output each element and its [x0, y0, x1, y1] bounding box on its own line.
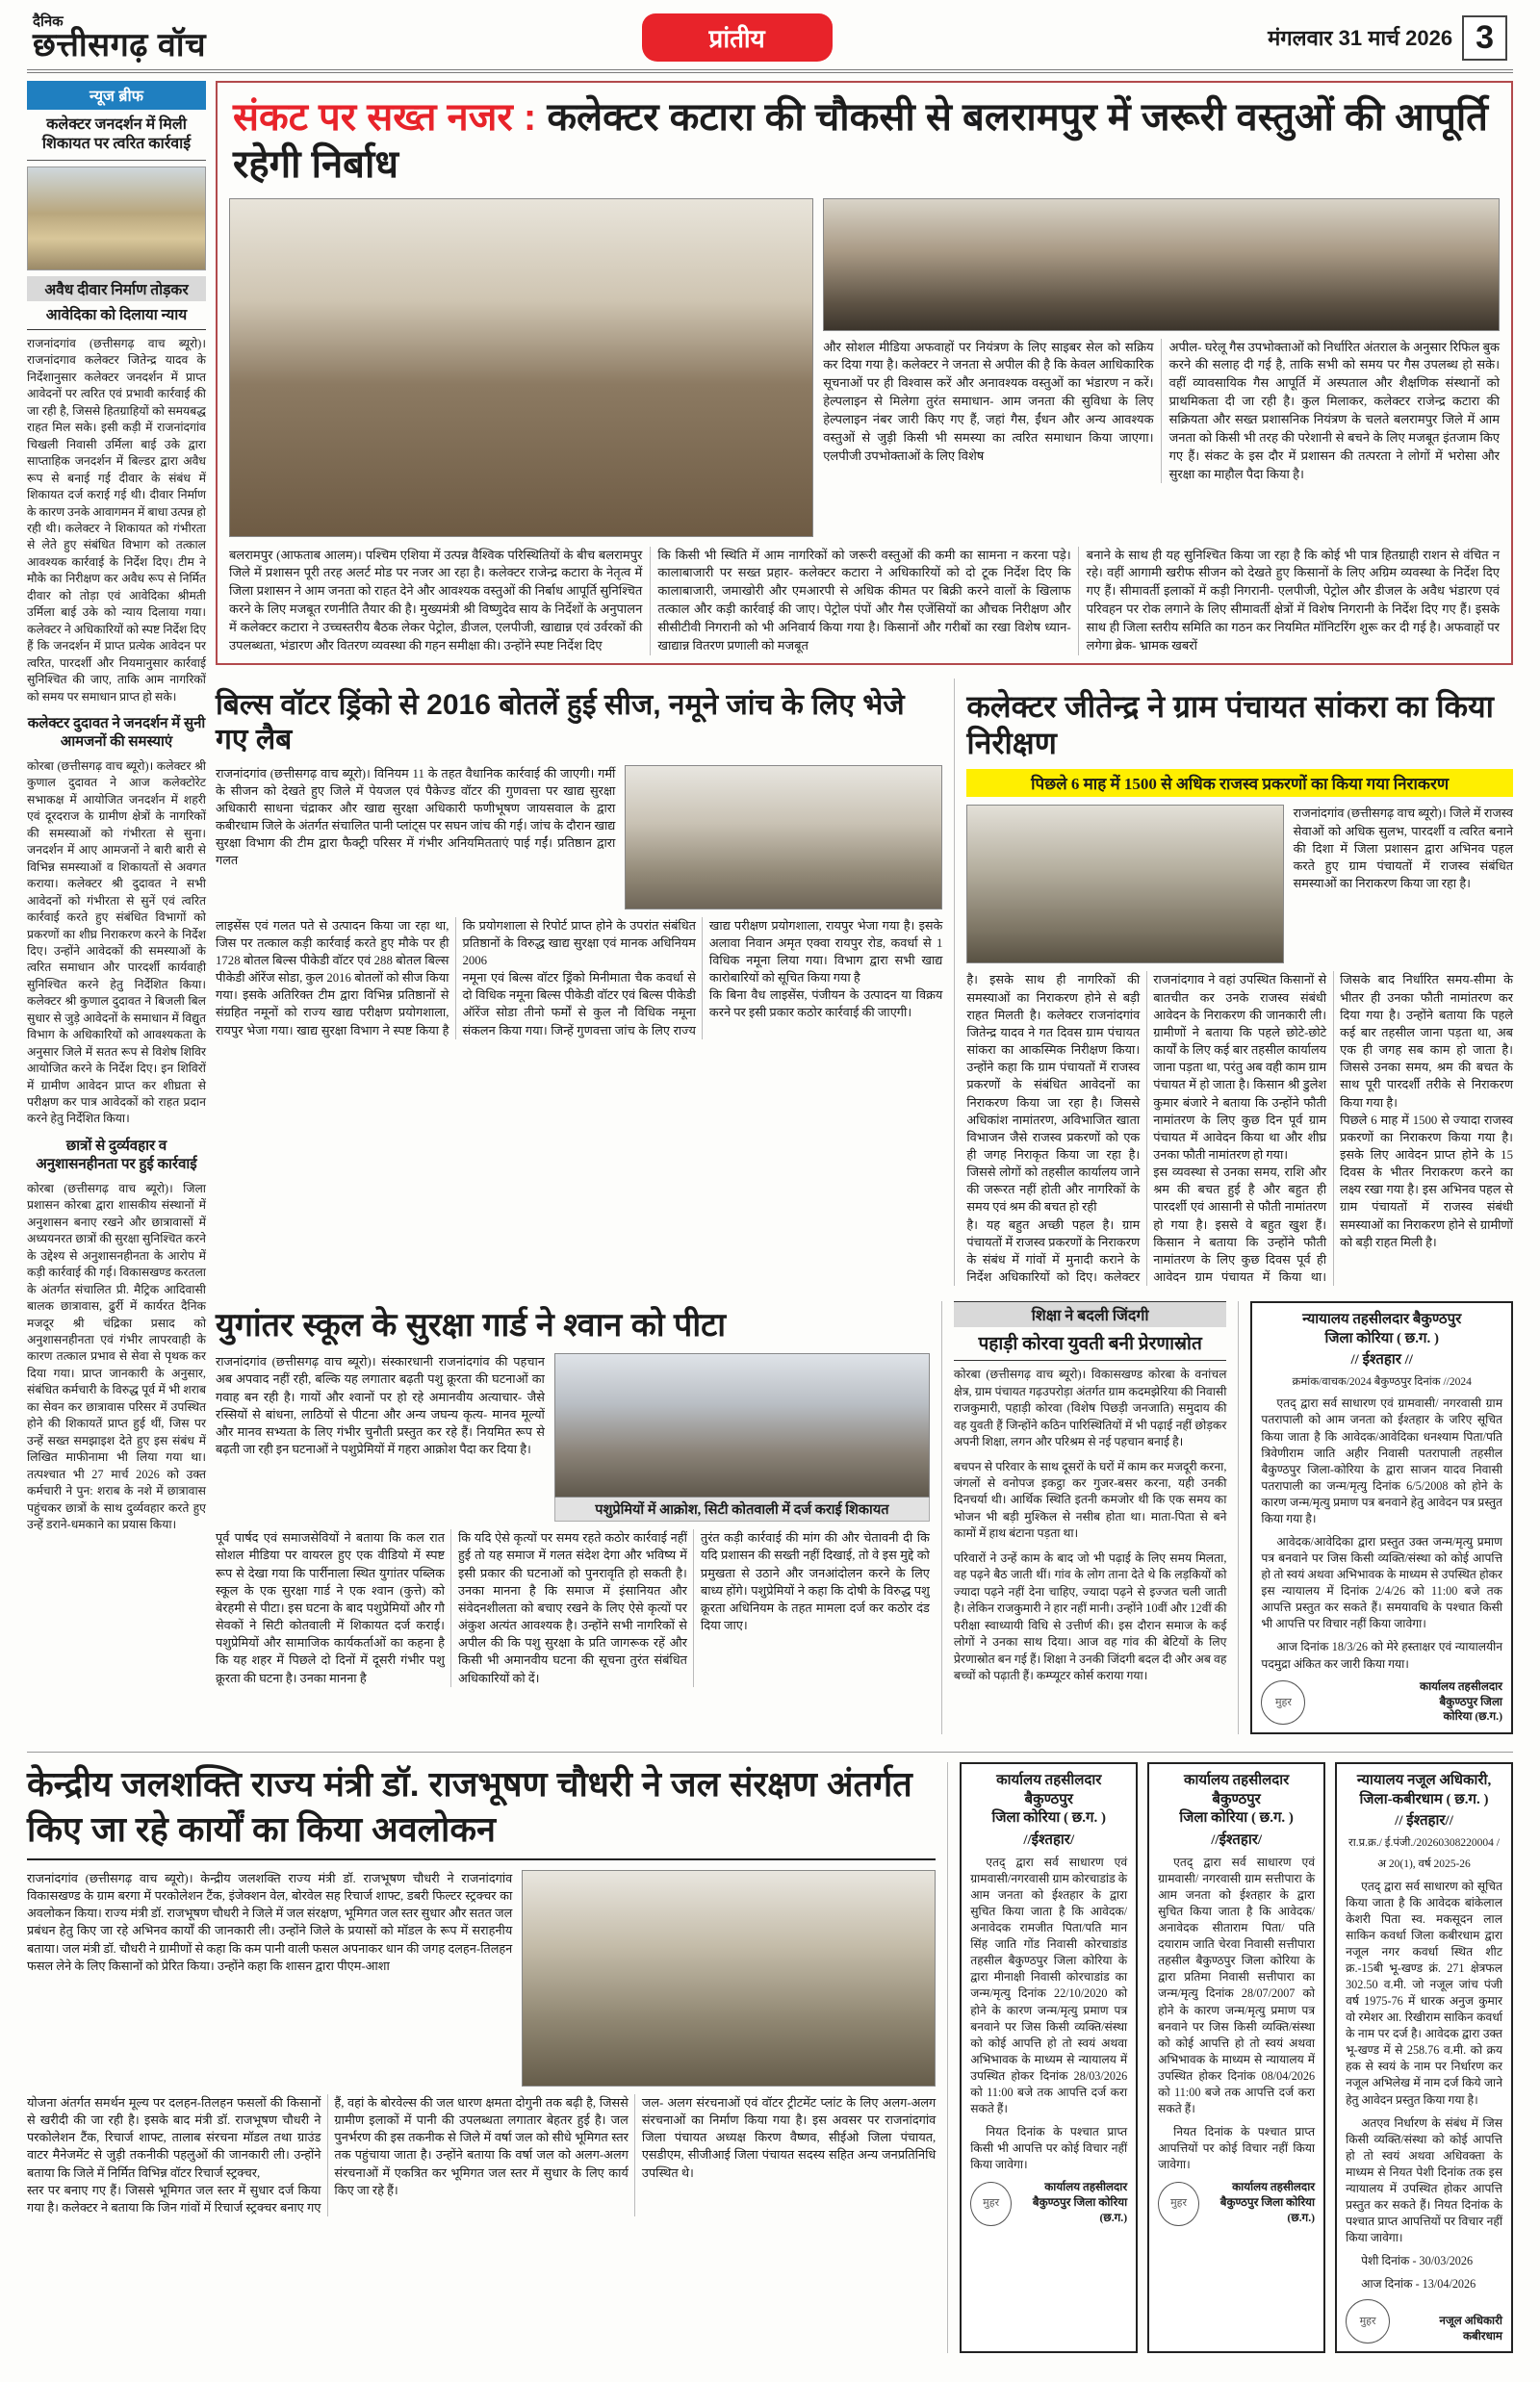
minister-col4: जल- अलग संरचनाओं एवं वॉटर ट्रीटमेंट प्लांट के लिए अलग-अलग संरचनाओं का निर्माण किया गया है। इस अवसर पर राजनांदगांव जिला पंचायत अध्यक्ष किरण वैष्णव, सीईओ जिला पंचायत, एसडीएम, सीजीआई जिला पंचायत सदस्य सहित अन्य जनप्रतिनिधि उपस्थित थे।: [641, 2095, 937, 2180]
bottles-headline: बिल्स वॉटर ड्रिंको से 2016 बोतलें हुई सीज, नमूने जांच के लिए भेजे गए लैब: [216, 688, 905, 756]
brief1-headline: कलेक्टर जनदर्शन में मिली शिकायत पर त्वरित कार्रवाई: [27, 115, 206, 161]
sankara-body-columns: [966, 971, 1513, 1286]
lead-col3: बनाने के साथ ही यह सुनिश्चित किया जा रहा है कि कोई भी पात्र हितग्राही राशन से वंचित न रहे। वहीं आगामी खरीफ सीजन को देखते हुए किसानों के लिए अग्रिम व्यवस्था के निर्देश दिए गए हैं। सीमावर्ती इलाकों में कड़ी निगरानी- एलपीजी, पेट्रोल और डीजल के अवैध भंडारण एवं परिवहन पर रोक लगाने के लिए सीमावर्ती क्षेत्रों में विशेष निगरानी के निर्देश दिए गए हैं। इसके साथ ही जिला स्तरीय समिति का गठन कर नियमित मॉनिटरिंग शुरू कर दी गई है। अफवाहों पर लगेगा ब्रेक- भ्रामक खबरों: [1086, 547, 1500, 653]
notice-c-p2: अतएव निर्धारण के संबंध में जिस किसी व्यक्ति/संस्था को कोई आपत्ति हो तो स्वयं अथवा अधिवक्ता के माध्यम से नियत पेशी दिनांक तक इस न्यायालय में उपस्थित होकर आपत्ति प्रस्तुत कर सकते हैं। नियत दिनांक के पश्चात प्राप्त आपत्तियों पर विचार नहीं किया जावेगा।: [1346, 2115, 1502, 2245]
lead-photo-audience: [823, 198, 1500, 331]
notice-a-p2: नियत दिनांक के पश्चात प्राप्त किसी भी आपत्ति पर कोई विचार नहीं किया जावेगा।: [970, 2125, 1128, 2172]
notice-c-sig-line1: नजूल अधिकारी: [1439, 2313, 1502, 2327]
notice-patrapali-p2: आवेदक/आवेदिका द्वारा प्रस्तुत उक्त जन्म/मृत्यु प्रमाण पत्र बनवाने पर जिस किसी व्यक्ति/संस्था को कोई आपत्ति हो तो स्वयं अथवा अभिभावक के माध्यम से उपस्थित होकर इस न्यायालय में दिनांक 2/4/26 को 11:00 बजे तक आपत्ति प्रस्तुत कर सकते हैं। समयावधि के पश्चात किसी भी आपत्ति पर विचार नहीं किया जावेगा।: [1261, 1534, 1502, 1631]
story-minister-water: [27, 1762, 948, 2353]
lead-col5: अपील- घरेलू गैस उपभोक्ताओं को निर्धारित अंतराल के अनुसार रिफिल बुक करने की सलाह दी गई है, ताकि सभी को समय पर गैस उपलब्ध हो सके। वहीं व्यावसायिक गैस आपूर्ति में अस्पताल और शैक्षणिक संस्थानों को प्राथमिकता दी जा रही है। कुल मिलाकर, कलेक्टर राजेन्द्र कटारा की सक्रियता और सख्त प्रशासनिक नियंत्रण के चलते बलरामपुर जिले में आम जनता को किसी भी तरह की परेशानी से बचने के लिए मजबूत इंतजाम किए गए हैं। संकट के इस दौर में प्रशासन की तत्परता ने लोगों में भरोसा और सुरक्षा का माहौल पैदा किया है।: [1168, 339, 1500, 481]
notice-patrapali-title1: न्यायालय तहसीलदार बैकुण्ठपुर: [1302, 1312, 1462, 1328]
notice-b-p2: नियत दिनांक के पश्चात प्राप्त आपत्तियों पर कोई विचार नहीं किया जावेगा।: [1158, 2125, 1316, 2172]
official-seal-icon: मुहर: [1261, 1680, 1305, 1725]
sankara-subhead: पिछले 6 माह में 1500 से अधिक राजस्व प्रकरणों का किया गया निराकरण: [966, 769, 1513, 797]
newspaper-logo: [33, 14, 206, 62]
notice-c-ref1: रा.प्र.क्र./ ई.पंजी./20260308220004 /: [1348, 1837, 1501, 1850]
lead-headline: [233, 94, 1500, 189]
dog-photo-block: [554, 1353, 930, 1522]
notice-b-p1: एतद् द्वारा सर्व साधारण एवं ग्रामवासी/ नगरवासी ग्राम सत्तीपारा के आम जनता को ईश्तहार के द्वारा सुचित किया जाता है कि आवेदक/ अनावेदक सीताराम पिता/ पति दयाराम जाति चेरवा निवासी सत्तीपारा तहसील बैकुण्ठपुर जिला कोरिया के द्वारा प्रतिमा निवासी सत्तीपारा का जन्म/मृत्यु दिनांक 28/07/2007 को होने के कारण जन्म/मृत्यु प्रमाण पत्र बनवाने पर जिस किसी व्यक्ति/संस्था को कोई आपत्ति हो तो स्वयं अथवा अभिभावक के माध्यम से न्यायालय में उपस्थित होकर दिनांक 08/04/2026 को 11:00 बजे तक आपत्ति दर्ज करा सकते हैं।: [1158, 1855, 1316, 2116]
edition-date: मंगलवार 31 मार्च 2026: [1268, 26, 1453, 50]
brief1-photo: [27, 166, 206, 270]
notice-c-date2: आज दिनांक - 13/04/2026: [1361, 2277, 1476, 2292]
brief2-body: कोरबा (छत्तीसगढ़ वाच ब्यूरो)। कलेक्टर श्री कुणाल दुदावत ने आज कलेक्टोरेट सभाकक्ष में आयोजित जनदर्शन में शहरी एवं दूरदराज के ग्रामीण क्षेत्रों के नागरिकों की समस्याओं को गंभीरता से सुना। जनदर्शन में आए आमजनों ने बारी बारी से विभिन्न समस्याओं व शिकायतों से अवगत कराया। कलेक्टर श्री दुदावत ने सभी आवेदनों को गंभीरता से सुनें एवं त्वरित कार्रवाई करते हुए संबंधित विभागों को प्रकरणों का शीघ्र निराकरण करने के निर्देश दिए। उन्होंने आवेदकों की समस्याओं के त्वरित समाधान और पारदर्शी कार्यवाही सुनिश्चित करने हेतु निर्देशित किया। कलेक्टर श्री कुणाल दुदावत ने बिजली बिल सुधार से जुड़े आवेदनों के समाधान में विद्युत विभाग के अधिकारियों को आवश्यकता के अनुसार जिले में सतत रूप से विशेष शिविर आयोजित करने के निर्देश दिए। इन शिविरों में ग्रामीण आवेदन प्राप्त कर शीघ्रता से परीक्षण कर पात्र आवेदकों को राहत प्रदान करने हेतु निर्देशित किया।: [27, 758, 206, 1126]
story-water-bottles: [216, 679, 955, 1287]
dog-col1: राजनांदगांव (छत्तीसगढ़ वाच ब्यूरो)। संस्कारधानी राजनांदगांव की पहचान अब अपवाद नहीं रही, बल्कि यह लगातार बढ़ती पशु क्रूरता की घटनाओं का गवाह बन रही है। गायों और श्वानों पर हो रहे अमानवीय अत्याचार- जैसे रस्सियों से बांधना, लाठियों से पीटना और अन्य जघन्य कृत्य- मानव मूल्यों और मानव सभ्यता के लिए गंभीर चुनौती प्रस्तुत कर रहे हैं। नियमित रूप से बढ़ती जा रही इन घटनाओं ने पशुप्रेमियों में गहरा आक्रोश पैदा कर दिया है।: [216, 1355, 545, 1457]
minister-col3: स्तर पर बनाए गए हैं। जिससे भूमिगत जल स्तर में सुधार दर्ज किया गया है। कलेक्टर ने बताया कि जिन गांवों में रिचार्ज स्ट्रक्चर बनाए गए हैं, वहां के बोरवेल्स की जल धारण क्षमता दोगुनी तक बढ़ी है, जिससे ग्रामीण इलाकों में पानी की उपलब्धता लगातार बेहतर हुई है। जल पुनर्भरण की इस तकनीक से जिले में वर्षा जल को सीधे भूमिगत स्तर तक पहुंचाया जाता है। उन्होंने बताया कि वर्षा जल को अलग-अलग संरचनाओं में एकत्रित कर भूमिगत जल स्तर में सुधार के लिए कार्य किए जा रहे हैं।: [27, 2095, 629, 2215]
brief1-subhead-line2: आवेदिका को दिलाया न्याय: [27, 301, 206, 330]
notice-b-sig-line1: कार्यालय तहसीलदार: [1232, 2180, 1316, 2194]
sankara-col2: है। यह बहुत अच्छी पहल है। ग्राम पंचायतों में राजस्व प्रकरणों के निराकरण के संबंध में गांवों में मुनादी कराने के निर्देश अधिकारियों को दिए। कलेक्टर राजनांदगाव ने वहां उपस्थित किसानों से बातचीत कर उनके राजस्व संबंधी आवेदन के निराकरण की जानकारी ली। ग्रामीणों ने बताया कि पहले छोटे-छोटे कार्यों के लिए कई बार तहसील कार्यालय जाना पड़ता था, परंतु अब वही काम ग्राम पंचायत में हो जाता है। किसान श्री डुलेश कुमार बंजारे ने बताया कि उन्होंने फौती नामांतरण के लिए कुछ दिन पूर्व ग्राम पंचायत में आवेदन किया था और शीघ्र उनका फौती नामांतरण हो गया।: [966, 973, 1327, 1285]
sankara-col3: इस व्यवस्था से उनका समय, राशि और श्रम की बचत हुई है और बहुत ही पारदर्शी एवं आसानी से फौती नामांतरण हो गया है। इससे वे बहुत खुश हैं। किसान ने बताया कि उन्होंने फौती नामांतरण के लिए कुछ दिवस पूर्व ही आवेदन ग्राम पंचायत में किया था। जिसके बाद निर्धारित समय-सीमा के भीतर ही उनका फौती नामांतरण कर दिया गया है। उन्होंने बताया कि पहले कई बार तहसील जाना पड़ता था, अब एक ही जगह सब काम हो जाता है। जिससे उनका समय, श्रम की बचत के साथ पूरी पारदर्शी तरीके से निराकरण किया गया है।: [1153, 973, 1513, 1285]
bottles-photo-inspection: [625, 765, 942, 909]
notice-c-ref2: अ 20(1), वर्ष 2025-26: [1377, 1858, 1471, 1871]
masthead: [27, 10, 1513, 73]
education-p3: परिवारों ने उन्हें काम के बाद जो भी पढ़ाई के लिए समय मिलता, वह पढ़ने बैठ जाती थीं। गांव के लोग ताना देते थे कि लड़कियों को ज्यादा पढ़ने नहीं देना चाहिए, ज्यादा पढ़ने से इज्जत चली जाती है। लेकिन राजकुमारी ने हार नहीं मानी। उन्होंने 10वीं और 12वीं की परीक्षा स्वाध्यायी विधि से उत्तीर्ण की। इस दौरान समाज के कई लोगों ने उनका साथ दिया। आज वह गांव की बेटियों के लिए प्रेरणास्रोत बन गई हैं। शिक्षा ने उनकी जिंदगी बदल दी और अब वह बच्चों को पढ़ाती हैं। कम्प्यूटर कोर्स कराया गया।: [953, 1550, 1227, 1682]
brief1-body: राजनांदगांव (छत्तीसगढ़ वाच ब्यूरो)। राजनांदगाव कलेक्टर जितेन्द्र यादव के निर्देशानुसार कलेक्टर जनदर्शन में प्राप्त आवेदनों पर त्वरित एवं प्रभावी कार्रवाई की जा रही है, जिससे हितग्राहियों को समयबद्ध राहत मिल सके। इसी कड़ी में राजनांदगांव चिखली निवासी उर्मिला बाई उके द्वारा साप्ताहिक जनदर्शन में बिल्डर द्वारा अवैध रूप से बनाई गई दीवार के संबंध में शिकायत दर्ज कराई गई थी। दीवार निर्माण के कारण उनके आवागमन में बाधा उत्पन्न हो रही थी। कलेक्टर ने शिकायत को गंभीरता से लेते हुए संबंधित विभाग को तत्काल आवश्यक कार्रवाई के निर्देश दिए। टीम ने मौके का निरीक्षण कर अवैध रूप से निर्मित दीवार को तोड़ा एवं आवेदिका श्रीमती उर्मिला बाई उके को न्याय दिलाया गया। कलेक्टर ने अधिकारियों को स्पष्ट निर्देश दिए हैं कि जनदर्शन में प्राप्त प्रत्येक आवेदन पर त्वरित, पारदर्शी और नियमानुसार कार्रवाई सुनिश्चित की जाए, ताकि आम नागरिकों को समय पर समाधान प्राप्त हो सके।: [27, 337, 206, 704]
notice-c-signature: [1439, 2314, 1502, 2344]
lead-story: [216, 81, 1513, 665]
notice-a-ishtehar: //ईश्तहार/: [1023, 1831, 1075, 1848]
dog-col3: कि यदि ऐसे कृत्यों पर समय रहते कठोर कार्रवाई नहीं हुई तो यह समाज में गलत संदेश देगा और भविष्य में इसी प्रकार की घटनाओं को पुनरावृति हो सकती है। उनका मानना है कि समाज में इंसानियत और संवेदनशीलता को बचाए रखने के लिए ऐसे कृत्यों पर अंकुश अत्यंत आवश्यक है। उन्होंने सभी नागरिकों से अपील की कि पशु सुरक्षा के प्रति जागरूक रहें और किसी भी अमानवीय घटना की सूचना तुरंत संबंधित अधिकारियों को दें।: [457, 1531, 687, 1685]
paper-tagline: दैनिक: [33, 13, 64, 30]
news-brief-bar: न्यूज ब्रीफ: [27, 81, 206, 110]
notice-patrapali-ishtehar: // ईश्तहार //: [1350, 1352, 1413, 1369]
story-education-inspiration: [954, 1301, 1240, 1734]
official-seal-icon: मुहर: [970, 2182, 1012, 2226]
dog-headline: युगांतर स्कूल के सुरक्षा गार्ड ने श्वान को पीटा: [216, 1307, 727, 1345]
sankara-headline: कलेक्टर जीतेन्द्र ने ग्राम पंचायत सांकरा का किया निरीक्षण: [966, 688, 1494, 761]
lead-body-columns: [229, 547, 1500, 655]
notice-a-title2: जिला कोरिया ( छ.ग. ): [991, 1810, 1106, 1827]
notice-c-ishtehar: // ईश्तहार//: [1395, 1813, 1453, 1830]
legal-notice-column: [1250, 1301, 1513, 1734]
notice-patrapali-p1: एतद् द्वारा सर्व साधारण एवं ग्रामवासी/ नगरवासी ग्राम पतरापाली को आम जनता को ईश्तहार के जरिए सूचित किया जाता है कि आवेदक/आवेदिका धनश्याम पिता/पति त्रिवेणीराम जाति अहीर निवासी पतरापाली तहसील बैकुण्ठपुर जिला-कोरिया के द्वारा साजन यादव निवासी पतरापाली का जन्म/मृत्यु दिनांक 6/5/2008 को होने के कारण जन्म/मृत्यु प्रमाण पत्र बनवाने हेतु आवेदन पत्र प्रस्तुत किया गया है।: [1261, 1396, 1502, 1525]
brief2-headline: कलेक्टर दुदावत ने जनदर्शन में सुनी आमजनों की समस्याएं: [27, 715, 206, 751]
notice-a-p1: एतद् द्वारा सर्व साधारण एवं ग्रामवासी/नगरवासी ग्राम कोरचाडांड के आम जनता को ईश्तहार के द्वारा सुचित किया जाता है कि आवेदक/ अनावेदक रामजीत पिता/पति मान सिंह जाति गोंड निवासी कोरचाडांड तहसील बैकुण्ठपुर जिला कोरिया के द्वारा मीनाक्षी निवासी कोरचाडांड का जन्म/मृत्यु दिनांक 22/10/2020 को होने के कारण जन्म/मृत्यु प्रमाण पत्र बनवाने पर जिस किसी व्यक्ति/संस्था को कोई आपत्ति हो तो स्वयं अथवा अभिभावक के माध्यम से न्यायालय में उपस्थित होकर दिनांक 28/03/2026 को 11:00 बजे तक आपत्ति दर्ज करा सकते हैं।: [970, 1855, 1128, 2116]
notice-patrapali-sig-line1: कार्यालय तहसीलदार: [1420, 1678, 1502, 1693]
minister-headline: केन्द्रीय जलशक्ति राज्य मंत्री डॉ. राजभूषण चौधरी ने जल संरक्षण अंतर्गत किए जा रहे कार्यों का किया अवलोकन: [27, 1762, 936, 1860]
official-seal-icon: मुहर: [1346, 2299, 1390, 2344]
lead-headline-main: कलेक्टर कटारा की चौकसी से बलरामपुर में जरूरी वस्तुओं की आपूर्ति रहेगी निर्बाध: [233, 96, 1488, 186]
dog-body-columns: [216, 1529, 930, 1686]
notice-a-sig-line2: बैकुण्ठपुर जिला कोरिया (छ.ग.): [1032, 2195, 1128, 2225]
notice-a-signature: [1012, 2180, 1127, 2226]
lead-col2: कि किसी भी स्थिति में आम नागरिकों को जरूरी वस्तुओं की कमी का सामना न करना पड़े। कालाबाजारी पर सख्त प्रहार- कलेक्टर कटारा ने अधिकारियों को दो टूक निर्देश दिए कि कालाबाजारी, जमाखोरी और एमआरपी से अधिक कीमत पर बिक्री करने वालों के खिलाफ तत्काल और कड़ी कार्रवाई की जाए। पेट्रोल पंपों और गैस एजेंसियों का औचक निरीक्षण और सीसीटीवी निगरानी को भी अनिवार्य किया गया है। किसानों और गरीबों का रखा विशेष ध्यान- खाद्यान्न वितरण प्रणाली को मजबूत: [657, 547, 1071, 653]
sankara-col1: है। इसके साथ ही नागरिकों की समस्याओं का निराकरण होने से बड़ी राहत मिलती है। कलेक्टर राजनांदगांव जितेन्द्र यादव ने गत दिवस ग्राम पंचायत सांकरा का आकस्मिक निरीक्षण किया। उन्होंने कहा कि ग्राम पंचायतों में राजस्व प्रकरणों के संबंधित आवेदनों का निराकरण किया जा रहा है। जिससे अधिकांश नामांतरण, अविभाजित खाता विभाजन जैसे राजस्व प्रकरणों को एक ही जगह निराकृत किया जा रहा है। जिससे लोगों को तहसील कार्यालय जाने की जरूरत नहीं होती और नागरिकों के समय एवं श्रम की बचत हो रही: [966, 973, 1141, 1215]
notice-patrapali-p3: आज दिनांक 18/3/26 को मेरे हस्ताक्षर एवं न्यायालयीन पदमुद्रा अंकित कर जारी किया गया।: [1261, 1640, 1502, 1671]
official-seal-icon: मुहर: [1158, 2182, 1199, 2226]
notice-patrapali-ref: क्रमांक/वाचक/2024 बैकुण्ठपुर दिनांक //2024: [1292, 1376, 1472, 1389]
notice-c-title2: जिला-कबीरधाम ( छ.ग. ): [1359, 1791, 1489, 1807]
sankara-photo-village-visit: [966, 805, 1283, 963]
story-sankara-inspection: [966, 679, 1513, 1287]
lead-headline-kicker: संकट पर सख्त नजर :: [233, 96, 548, 139]
notice-b-title2: जिला कोरिया ( छ.ग. ): [1179, 1810, 1294, 1827]
minister-body-columns: [27, 2094, 936, 2216]
brief3-body: कोरबा (छत्तीसगढ़ वाच ब्यूरो)। जिला प्रशासन कोरबा द्वारा शासकीय संस्थानों में अनुशासन बनाए रखने और छात्रावासों में अध्ययनरत छात्रों की सुरक्षा सुनिश्चित करने के उद्देश्य से अनुशासनहीनता के आरोप में कड़ी कार्रवाई की गई। विकासखण्ड करतला के अंतर्गत संचालित प्री. मैट्रिक आदिवासी बालक छात्रावास, ढुर्री में कार्यरत दैनिक मजदूर श्री चंद्रिका प्रसाद को अनुशासनहीनता एवं गंभीर लापरवाही के कारण तत्काल प्रभाव से सेवा से पृथक कर दिया गया। प्राप्त जानकारी के अनुसार, संबंधित कर्मचारी के विरुद्ध पूर्व में भी शराब का सेवन कर छात्रावास परिसर में उपस्थित होने की शिकायतें प्राप्त हुई थीं, जिस पर उन्हें सख्त समझाइश देते हुए इस संबंध में लिखित माफीनामा भी लिया गया था। तत्पश्चात भी 27 मार्च 2026 को उक्त कर्मचारी ने पुन: शराब के नशे में छात्रावास पहुंचकर छात्रों के साथ दुर्व्यवहार करते हुए उन्हें डराने-धमकाने का प्रयास किया।: [27, 1181, 206, 1531]
notice-patrapali: [1250, 1301, 1513, 1734]
brief1-subhead-line1: अवैध दीवार निर्माण तोड़कर: [27, 276, 206, 301]
notice-c-date1: पेशी दिनांक - 30/03/2026: [1361, 2254, 1474, 2268]
dog-col4: तुरंत कड़ी कार्रवाई की मांग की और चेतावनी दी कि यदि प्रशासन की सख्ती नहीं दिखाई, तो वे इस मुद्दे को प्रमुखता से उठाने और जनआंदोलन करने के लिए बाध्य होंगे। पशुप्रेमियों ने कहा कि दोषी के विरुद्ध पशु क्रूरता अधिनियम के तहत मामला दर्ज कर कठोर दंड दिया जाए।: [700, 1531, 930, 1633]
brief3-headline: छात्रों से दुर्व्यवहार व अनुशासनहीनता पर हुई कार्रवाई: [36, 1138, 197, 1173]
lead-col4: और सोशल मीडिया अफवाहों पर नियंत्रण के लिए साइबर सेल को सक्रिय कर दिया गया है। कलेक्टर ने जनता से अपील की है कि केवल आधिकारिक सूचनाओं पर ही विश्वास करें और अनावश्यक वस्तुओं का भंडारण न करें। हेल्पलाइन से मिलेगा तुरंत समाधान- आम जनता की सुविधा के लिए हेल्पलाइन नंबर जारी किए गए हैं, जहां गैस, ईंधन और अन्य आवश्यक वस्तुओं से जुड़ी किसी भी समस्या का त्वरित समाधान किया जाएगा। एलपीजी उपभोक्ताओं के लिए विशेष: [823, 339, 1154, 463]
minister-photo-site-visit: [522, 1870, 936, 2087]
lead-body-right-columns: [823, 339, 1500, 484]
dog-col2: पूर्व पार्षद एवं समाजसेवियों ने बताया कि कल रात सोशल मीडिया पर वायरल हुए एक वीडियो में स्पष्ट रूप से देखा गया कि पार्रीनाला स्थित युगांतर पब्लिक स्कूल के एक सुरक्षा गार्ड ने एक श्वान (कुत्ते) को बेरहमी से पीटा। इस घटना के बाद पशुप्रेमियों और गौ सेवकों ने सिटी कोतवाली में शिकायत दर्ज कराई। पशुप्रेमियों और सामाजिक कार्यकर्ताओं का कहना है कि यह शहर में पिछले दो दिनों में दूसरी गंभीर पशु क्रूरता की घटना है। उनका मानना है: [216, 1531, 445, 1685]
notice-korchadand: [960, 1762, 1138, 2353]
bottles-col1: लाइसेंस एवं गलत पते से उत्पादन किया जा रहा था, जिस पर तत्काल कड़ी कार्रवाई करते हुए मौके पर ही 1728 बोतल बिल्स पीकेडी वॉटर एवं 288 बोतल बिल्स पीकेडी ऑरेंज सोडा, कुल 2016 बोतलों को सीज किया गया। इसके अतिरिक्त टीम द्वारा विभिन्न प्रतिष्ठानों से संग्रहित नमूनों को राज्य खाद्य परीक्षण प्रयोगशाला, रायपुर भेजा गया। खाद्य सुरक्षा विभाग ने स्पष्ट किया है कि प्रयोगशाला से रिपोर्ट प्राप्त होने के उपरांत संबंधित प्रतिष्ठानों के विरुद्ध खाद्य सुरक्षा एवं मानक अधिनियम 2006: [216, 918, 696, 1037]
education-p2: बचपन से परिवार के साथ दूसरों के घरों में काम कर मजदूरी करना, जंगलों से वनोपज इकट्ठा कर गुजर-बसर करना, यही उनकी दिनचर्या थी। आर्थिक स्थिति इतनी कमजोर थी कि एक समय का भोजन भी बड़ी मुश्किल से नसीब होता था। माता-पिता से बने कामों में हाथ बंटाना पड़ता था।: [953, 1459, 1227, 1541]
lead-photo-meeting-dais: [229, 198, 813, 537]
dog-photo-caption: पशुप्रेमियों में आक्रोश, सिटी कोतवाली में दर्ज कराई शिकायत: [554, 1498, 930, 1522]
notice-b-signature: [1199, 2180, 1315, 2226]
notice-b-sig-line2: बैकुण्ठपुर जिला कोरिया (छ.ग.): [1219, 2195, 1316, 2225]
sankara-col4: पिछले 6 माह में 1500 से ज्यादा राजस्व प्रकरणों का निराकरण किया गया है। इसके लिए आवेदन प्राप्त होने के 15 दिवस के भीतर निराकरण करने का लक्ष्य रखा गया है। इस अभिनव पहल से ग्राम पंचायतों में राजस्व संबंधी समस्याओं का निराकरण होने से ग्रामीणों को बड़ी राहत मिली है।: [1340, 1113, 1513, 1249]
bottles-col2: नमूना एवं बिल्स वॉटर ड्रिंको मिनीमाता चैक कवर्धा से दो विधिक नमूना बिल्स पीकेडी वॉटर एवं बिल्स पीकेडी ऑरेंज सोडा तीनो फर्मों से कुल नौ विधिक नमूना संकलन किया गया। जिन्हें गुणवत्ता जांच के लिए राज्य खाद्य परीक्षण प्रयोगशाला, रायपुर भेजा गया है। इसके अलावा निवान अमृत एक्वा रायपुर रोड, कवर्धा से 1 विधिक नमूना लिया गया। विभाग द्वारा सभी खाद्य कारोबारियों को सूचित किया गया है: [462, 918, 943, 1037]
date-block: [1268, 15, 1507, 61]
education-headline: पहाड़ी कोरवा युवती बनी प्रेरणास्रोत: [954, 1327, 1227, 1361]
bottles-col3: कि बिना वैध लाइसेंस, पंजीयन के उत्पादन या विक्रय करने पर इसी प्रकार कठोर कार्रवाई की जाएगी।: [708, 988, 943, 1020]
news-brief-sidebar: [27, 81, 206, 1734]
notice-a-title1: कार्यालय तहसीलदार बैकुण्ठपुर: [996, 1773, 1102, 1807]
notice-b-ishtehar: //ईश्तहार/: [1211, 1831, 1263, 1848]
bottom-legal-notices: [960, 1762, 1513, 2353]
sankara-lede: राजनांदगांव (छत्तीसगढ़ वाच ब्यूरो)। जिले में राजस्व सेवाओं को अधिक सुलभ, पारदर्शी व त्वरित बनाने की दिशा में जिला प्रशासन द्वारा अभिनव पहल करते हुए ग्राम पंचायतों में राजस्व संबंधित समस्याओं का निराकरण किया जा रहा है।: [1293, 807, 1513, 891]
minister-col2: योजना अंतर्गत समर्थन मूल्य पर दलहन-तिलहन फसलों की किसानों से खरीदी की जा रही है। इसके बाद मंत्री डॉ. राजभूषण चौधरी ने परकोलेशन टैंक, रिचार्ज शाफ्ट, तालाब संरचना मॉडल तथा ग्राउंड वाटर मैनेजमेंट से जुड़ी तकनीकी पहलुओं की जानकारी ली। उन्होंने बताया कि जिले में निर्मित विभिन्न वॉटर रिचार्ज स्ट्रक्चर,: [27, 2095, 321, 2180]
notice-b-title1: कार्यालय तहसीलदार बैकुण्ठपुर: [1183, 1773, 1290, 1807]
notice-a-sig-line1: कार्यालय तहसीलदार: [1044, 2180, 1128, 2194]
notice-patrapali-signature: [1420, 1679, 1502, 1726]
paper-name: छत्तीसगढ़ वॉच: [33, 26, 207, 64]
notice-patrapali-sig-line3: कोरिया (छ.ग.): [1443, 1709, 1502, 1724]
notice-c-p1: एतद् द्वारा सर्व साधारण को सूचित किया जाता है कि आवेदक बांकेलाल केशरी पिता स्व. मकसूदन लाल साकिन कवर्धा जिला कबीरधाम द्वारा नजूल नगर कवर्धा स्थित शीट क्र.-15बी भू-खण्ड क्रं. 271 क्षेत्रफल 302.50 व.मी. जो नजूल जांच पंजी वर्ष 1975-76 में धारक अनुज कुमार वो रमेशर आ. रिखीराम साकिन कवर्धा के नाम पर दर्ज है। आवेदक द्वारा उक्त भू-खण्ड में से 258.76 व.मी. को क्रय हक से स्वयं के नाम पर निर्धारण कर नजूल अभिलेख में नाम दर्ज किये जाने हेतु आवेदन प्रस्तुत किया गया है।: [1346, 1879, 1502, 2107]
notice-sattipara: [1147, 1762, 1325, 2353]
page-number: 3: [1462, 15, 1507, 61]
notice-c-sig-line2: कबीरधाम: [1462, 2328, 1502, 2343]
bottles-body-columns: [216, 917, 942, 1039]
notice-patrapali-sig-line2: बैकुण्ठपुर जिला: [1439, 1694, 1502, 1708]
education-p1: कोरबा (छत्तीसगढ़ वाच ब्यूरो)। विकासखण्ड कोरबा के वनांचल क्षेत्र, ग्राम पंचायत गढ़उपरोड़ा अंतर्गत ग्राम कदमझेरिया की निवासी राजकुमारी, पहाड़ी कोरवा (विशेष पिछड़ी जनजाति) समुदाय की वह युवती हैं जिन्होंने कठिन पारिस्थितियों में भी पढ़ाई नहीं छोड़कर अपनी शिक्षा, लगन और परिश्रम से नई पहचान बनाई है।: [953, 1368, 1227, 1449]
education-kicker: शिक्षा ने बदली जिंदगी: [954, 1301, 1227, 1327]
notice-patrapali-title2: जिला कोरिया ( छ.ग. ): [1324, 1330, 1439, 1346]
story-school-guard-dog: [216, 1301, 942, 1734]
bottles-lede: राजनांदगांव (छत्तीसगढ़ वाच ब्यूरो)। विनियम 11 के तहत वैधानिक कार्रवाई की जाएगी। गर्मी के सीजन को देखते हुए जिले में पेयजल एवं पैकेज्ड वॉटर की गुणवत्ता पर खाद्य सुरक्षा अधिकारी साधना चंद्राकर और खाद्य सुरक्षा अधिकारी फणीभूषण जायसवाल के द्वारा कबीरधाम जिले के अंतर्गत संचालित पानी प्लांट्स पर सघन जांच की गई। जांच के दौरान खाद्य सुरक्षा विभाग की टीम द्वारा फैक्ट्री परिसर में गंभीर अनियमितताएं पाई गईं। प्रतिष्ठान द्वारा गलत: [216, 766, 616, 868]
lead-col1: बलरामपुर (आफताब आलम)। पश्चिम एशिया में उत्पन्न वैश्विक परिस्थितियों के बीच बलरामपुर जिले में प्रशासन पूरी तरह अलर्ट मोड पर नजर आ रहा है। कलेक्टर राजेन्द्र कटारा के नेतृत्व में जिला प्रशासन ने आम जनता को राहत देने और आवश्यक वस्तुओं की निर्बाध आपूर्ति सुनिश्चित करने के लिए मजबूत रणनीति तैयार की है। मुख्यमंत्री श्री विष्णुदेव साय के निर्देशों के अनुपालन में कलेक्टर कटारा ने उच्चस्तरीय बैठक लेकर पेट्रोल, डीजल, एलपीजी, खाद्यान्न एवं उर्वरकों की उपलब्धता, भंडारण और वितरण व्यवस्था की गहन समीक्षा की। उन्होंने स्पष्ट निर्देश दिए: [229, 547, 643, 653]
dog-photo-protesters: [554, 1353, 930, 1498]
notice-c-title1: न्यायालय नजूल अधिकारी,: [1356, 1773, 1492, 1789]
section-badge: प्रांतीय: [642, 13, 833, 62]
notice-nazul-kabirdham: [1335, 1762, 1513, 2353]
main-editorial-area: [216, 81, 1513, 1734]
minister-col1: राजनांदगांव (छत्तीसगढ़ वाच ब्यूरो)। केन्द्रीय जलशक्ति राज्य मंत्री डॉ. राजभूषण चौधरी ने राजनांदगांव विकासखण्ड के ग्राम बरगा में परकोलेशन टैंक, इंजेक्शन वेल, बोरवेल सह रिचार्ज शाफ्ट, डबरी फिल्टर स्ट्रक्चर का अवलोकन किया। राज्य मंत्री डॉ. राजभूषण चौधरी ने जिले में जल संरक्षण, भूमिगत जल स्तर सुधार और सतत जल प्रबंधन हेतु किए जा रहे अभिनव कार्यों की जानकारी ली। उन्होंने जिले के प्रयासों को मॉडल के रूप में सराहनीय बताया। जल मंत्री डॉ. चौधरी ने ग्रामीणों से कहा कि कम पानी वाली फसल अपनाकर धान की जगह दलहन-तिलहन फसल लेने के लिए किसानों को प्रेरित किया। उन्होंने कहा कि शासन द्वारा पीएम-आशा: [27, 1871, 513, 1973]
